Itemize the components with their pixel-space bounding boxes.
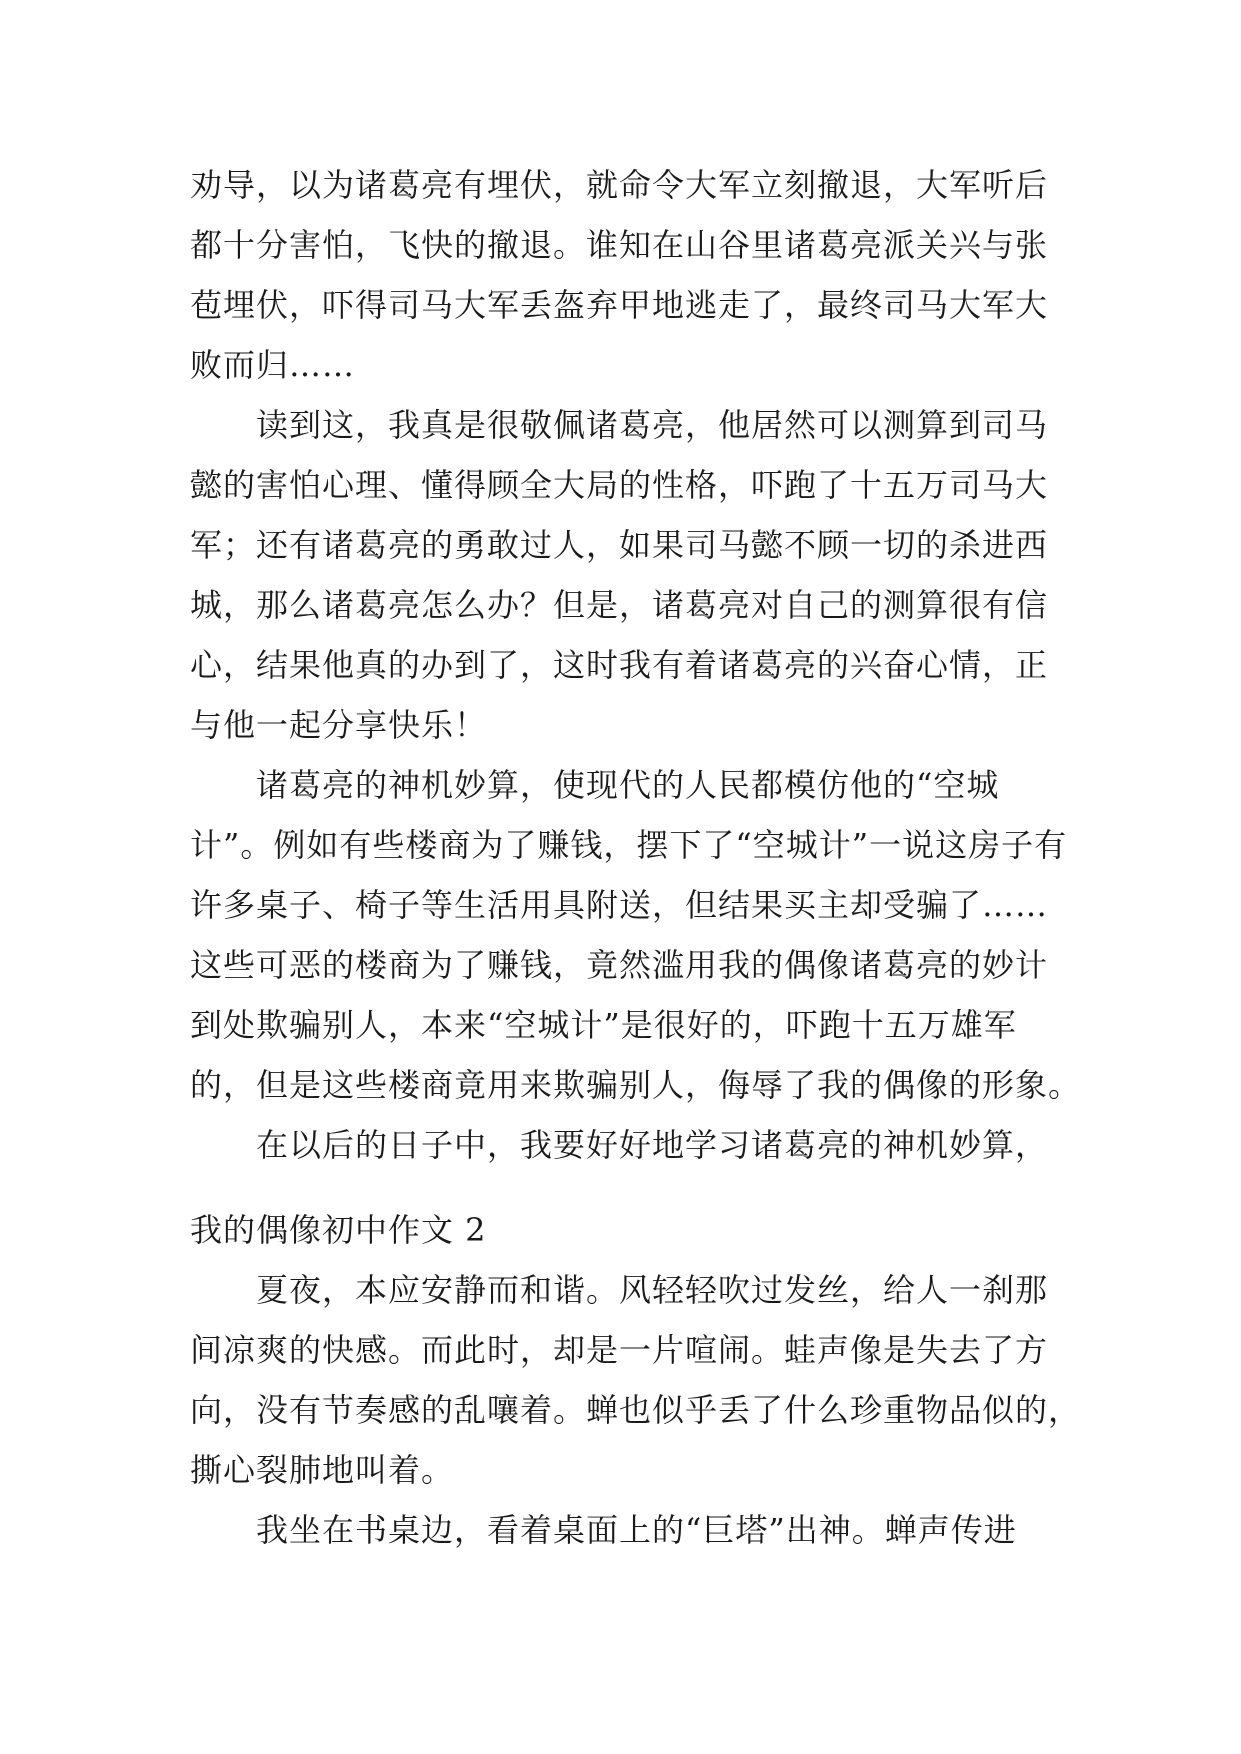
text-line: 向，没有节奏感的乱嚷着。蝉也似乎丢了什么珍重物品似的， — [190, 1391, 1082, 1429]
text-line: 计”。例如有些楼商为了赚钱，摆下了“空城计”一说这房子有 — [190, 826, 1068, 864]
text-line: 我坐在书桌边，看着桌面上的“巨塔”出神。蝉声传进 — [190, 1511, 1017, 1549]
text-line: 心，结果他真的办到了，这时我有着诸葛亮的兴奋心情，正 — [190, 646, 1049, 684]
text-line: 读到这，我真是很敬佩诸葛亮，他居然可以测算到司马 — [190, 406, 1049, 444]
text-line: 都十分害怕，飞快的撤退。谁知在山谷里诸葛亮派关兴与张 — [190, 226, 1049, 264]
text-line: 败而归…… — [190, 346, 356, 384]
text-line: 懿的害怕心理、懂得顾全大局的性格，吓跑了十五万司马大 — [190, 466, 1049, 504]
essay-two — [190, 1200, 1082, 1560]
text-line: 夏夜，本应安静而和谐。风轻轻吹过发丝，给人一刹那 — [190, 1271, 1049, 1309]
essay-title: 我的偶像初中作文 2 — [190, 1211, 487, 1249]
text-line: 与他一起分享快乐！ — [190, 706, 488, 744]
text-line: 这些可恶的楼商为了赚钱，竟然滥用我的偶像诸葛亮的妙计 — [190, 946, 1049, 984]
text-line: 的，但是这些楼商竟用来欺骗别人，侮辱了我的偶像的形象。 — [190, 1066, 1082, 1104]
text-line: 城，那么诸葛亮怎么办？但是，诸葛亮对自己的测算很有信 — [190, 586, 1049, 624]
text-line: 军；还有诸葛亮的勇敢过人，如果司马懿不顾一切的杀进西 — [190, 526, 1049, 564]
text-line: 诸葛亮的神机妙算，使现代的人民都模仿他的“空城 — [190, 766, 1000, 804]
text-line: 苞埋伏，吓得司马大军丢盔弃甲地逃走了，最终司马大军大 — [190, 286, 1049, 324]
text-line: 到处欺骗别人，本来“空城计”是很好的，吓跑十五万雄军 — [190, 1006, 1017, 1044]
essay-continuation — [190, 155, 1082, 1175]
text-line: 劝导，以为诸葛亮有埋伏，就命令大军立刻撤退，大军听后 — [190, 166, 1049, 204]
text-line: 许多桌子、椅子等生活用具附送，但结果买主却受骗了…… — [190, 886, 1049, 924]
text-line: 在以后的日子中，我要好好地学习诸葛亮的神机妙算， — [190, 1126, 1049, 1164]
text-line: 撕心裂肺地叫着。 — [190, 1451, 455, 1489]
text-line: 间凉爽的快感。而此时，却是一片喧闹。蛙声像是失去了方 — [190, 1331, 1049, 1369]
